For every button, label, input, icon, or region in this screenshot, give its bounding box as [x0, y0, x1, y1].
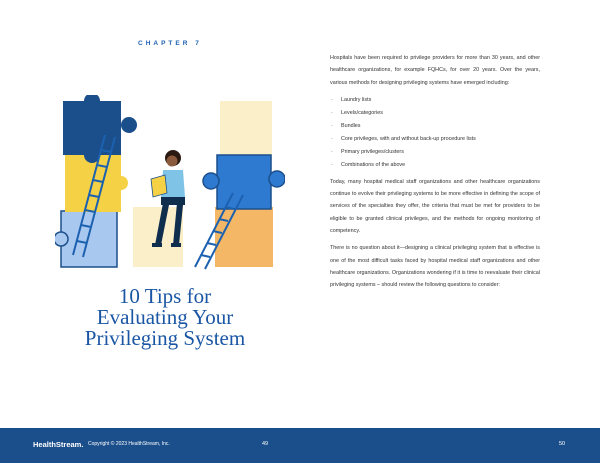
copyright-text: Copyright © 2023 HealthStream, Inc. — [88, 441, 170, 447]
puzzle-knob-mid-left — [203, 173, 219, 189]
paragraph-2: Today, many hospital medical staff organizations and other healthcare organizations continue to evolve their privileging systems to be more effective in defining the scope of services of the specialties they offer, the criteria that must be met for providers to be eligible to be granted clinical privileges, and the methods for ongoing monitoring of competency. — [330, 178, 540, 235]
puzzle-piece-mid-blue — [217, 155, 271, 209]
list-item: · Levels/categories — [330, 107, 540, 120]
footer-bar — [0, 428, 600, 463]
page-title — [60, 286, 270, 349]
puzzle-piece-orange — [215, 207, 273, 267]
healthstream-logo: HealthStream. — [33, 440, 84, 449]
list-item: · Bundles — [330, 120, 540, 133]
puzzle-piece-light-blue — [61, 211, 117, 267]
page-number-right: 50 — [559, 441, 566, 447]
puzzle-knob-mid-right — [269, 171, 285, 187]
puzzle-knob-right — [121, 117, 137, 133]
title-line-1: 10 Tips for — [118, 284, 212, 308]
puzzle-piece-cream-tall — [220, 101, 272, 161]
title-line-2: Evaluating Your — [96, 305, 234, 329]
list-item: · Combinations of the above — [330, 159, 540, 172]
paragraph-3: There is no question about it—designing a clinical privileging system that is effective is one of the most difficult tasks faced by hospital medical staff organizations and other healthcare organizations. Organizations wondering if it is time to reevaluate their clinical privileging systems – should review the following questions to consider: — [330, 245, 540, 289]
page-number-left: 49 — [262, 441, 269, 447]
puzzle-illustration — [55, 95, 285, 275]
list-item: · Laundry lists — [330, 94, 540, 107]
list-item: · Core privileges, with and without back-up procedure lists — [330, 133, 540, 146]
intro-paragraph: Hospitals have been required to privilege providers for more than 30 years, and other healthcare organizations, for example FQHCs, for over 20 years. Over the years, various methods for designing privileging systems have emerged including: — [330, 55, 540, 86]
chapter-label: CHAPTER 7 — [138, 40, 202, 47]
puzzle-knob-yellow — [114, 176, 128, 190]
title-line-3: Privileging System — [84, 326, 246, 350]
body-text — [330, 52, 540, 297]
methods-list — [330, 94, 540, 172]
puzzle-knob-left — [55, 232, 68, 246]
list-item: · Primary privileges/clusters — [330, 146, 540, 159]
